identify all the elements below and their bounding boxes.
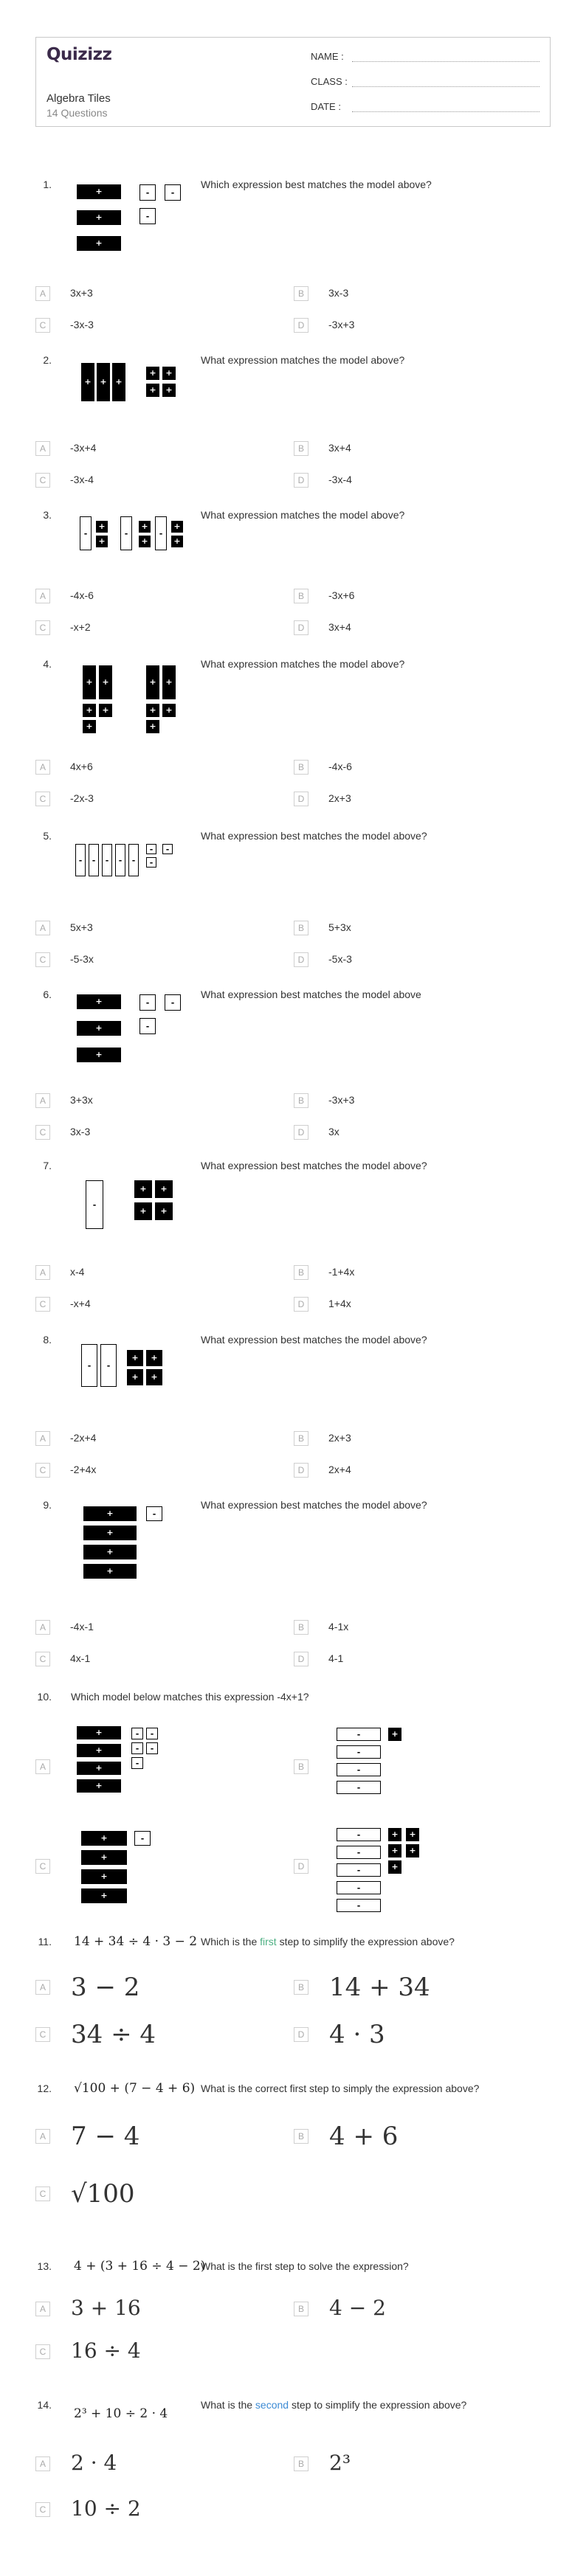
positive-tile: + <box>96 521 108 533</box>
negative-tile: - <box>337 1881 381 1894</box>
positive-tile: + <box>81 1831 127 1846</box>
answer-option-b[interactable] <box>294 2451 515 2479</box>
option-value: -3x+3 <box>328 1094 355 1106</box>
option-letter: D <box>294 1297 308 1312</box>
answer-option-c[interactable] <box>35 473 257 495</box>
positive-tile: + <box>77 1021 121 1036</box>
answer-option-a[interactable] <box>35 1759 50 1774</box>
math-expression: 2³ + 10 ÷ 2 · 4 <box>74 2406 168 2421</box>
option-value: -3x-4 <box>328 474 352 485</box>
question-number: 1. <box>43 179 52 190</box>
question-text-part: Which is the <box>201 1936 261 1947</box>
question-text-highlight: second <box>255 2399 289 2411</box>
positive-tile: + <box>146 384 159 397</box>
option-letter: B <box>294 2302 308 2316</box>
answer-option-c[interactable] <box>35 2496 257 2524</box>
option-value: -2+4x <box>70 1464 97 1475</box>
name-field[interactable]: NAME : <box>311 51 540 62</box>
answer-option-c[interactable] <box>35 1125 257 1147</box>
math-expression: 4 + (3 + 16 ÷ 4 − 2) <box>74 2259 206 2274</box>
answer-option-a[interactable] <box>35 1620 257 1642</box>
answer-option-d[interactable] <box>294 318 515 340</box>
option-letter: A <box>35 286 50 301</box>
option-value: 3 − 2 <box>71 1973 140 2002</box>
positive-tile: + <box>146 1350 162 1366</box>
answer-option-b[interactable] <box>294 1093 515 1115</box>
question-number: 2. <box>43 354 52 366</box>
option-value: -5x-3 <box>328 953 352 965</box>
positive-tile: + <box>77 1048 121 1062</box>
positive-tile: + <box>171 536 183 547</box>
option-value: 3+3x <box>70 1094 93 1106</box>
answer-option-d[interactable] <box>294 2020 515 2049</box>
option-letter: A <box>35 441 50 456</box>
positive-tile: + <box>155 1202 173 1220</box>
option-value: 3x-3 <box>70 1126 91 1138</box>
positive-tile: + <box>77 1779 121 1793</box>
option-letter: B <box>294 1980 308 1995</box>
question-text: What expression matches the model above? <box>201 354 405 366</box>
answer-option-d[interactable] <box>294 473 515 495</box>
positive-tile: + <box>81 1888 127 1903</box>
negative-tile: - <box>131 1728 143 1739</box>
answer-option-d[interactable] <box>294 1463 515 1485</box>
option-value: -3x+3 <box>328 319 355 330</box>
positive-tile: + <box>139 536 151 547</box>
answer-option-c[interactable] <box>35 1463 257 1485</box>
date-field[interactable]: DATE : <box>311 101 540 112</box>
answer-option-b[interactable] <box>294 1265 515 1287</box>
option-value: √100 <box>71 2179 135 2209</box>
question-text: What expression best matches the model above? <box>201 1334 427 1346</box>
question-number: 10. <box>37 1691 52 1703</box>
option-value: 2³ <box>329 2451 351 2475</box>
option-value: -x+2 <box>70 621 91 633</box>
option-value: -3x+6 <box>328 589 355 601</box>
negative-tile: - <box>337 1728 381 1741</box>
positive-tile: + <box>388 1860 401 1874</box>
negative-x-tile: - <box>155 516 167 550</box>
option-letter: C <box>35 473 50 488</box>
option-value: 1+4x <box>328 1298 351 1309</box>
question-text: What expression best matches the model above? <box>201 830 427 842</box>
positive-x-tile: + <box>146 665 159 699</box>
positive-tile: + <box>171 521 183 533</box>
positive-x-tile: + <box>112 363 125 401</box>
answer-option-d[interactable] <box>294 952 515 974</box>
option-letter: A <box>35 1620 50 1635</box>
option-value: -3x+4 <box>70 442 97 454</box>
option-letter: C <box>35 952 50 967</box>
positive-tile: + <box>162 704 176 717</box>
positive-tile: + <box>388 1844 401 1857</box>
option-letter: C <box>35 1297 50 1312</box>
question-number: 13. <box>37 2260 52 2272</box>
answer-option-c[interactable] <box>35 1297 257 1319</box>
positive-tile: + <box>146 704 159 717</box>
question-text-part: What is the <box>201 2399 255 2411</box>
answer-option-b[interactable] <box>294 760 515 782</box>
negative-tile: - <box>131 1742 143 1754</box>
positive-tile: + <box>406 1828 419 1841</box>
answer-option-a[interactable] <box>35 589 257 611</box>
answer-option-b[interactable] <box>294 1620 515 1642</box>
positive-tile: + <box>77 1726 121 1739</box>
option-letter: B <box>294 921 308 935</box>
answer-option-d[interactable] <box>294 1652 515 1674</box>
positive-tile: + <box>406 1844 419 1857</box>
worksheet-header <box>35 37 551 127</box>
negative-tile: - <box>162 844 173 854</box>
option-letter: B <box>294 1620 308 1635</box>
option-letter: D <box>294 318 308 333</box>
option-value: 2x+4 <box>328 1464 351 1475</box>
option-letter: C <box>35 1125 50 1140</box>
negative-tile: - <box>165 184 181 201</box>
question-text: Which model below matches this expression -4x+1? <box>71 1691 309 1703</box>
question-number: 9. <box>43 1499 52 1511</box>
option-letter: C <box>35 2344 50 2359</box>
answer-option-a[interactable] <box>35 2451 257 2479</box>
question-text: Which expression best matches the model above? <box>201 179 432 190</box>
positive-tile: + <box>77 1762 121 1775</box>
option-letter: B <box>294 1093 308 1108</box>
positive-tile: + <box>146 720 159 733</box>
option-letter: D <box>294 473 308 488</box>
option-letter: D <box>294 1859 308 1874</box>
option-value: 4 · 3 <box>329 2020 385 2049</box>
option-letter: D <box>294 2027 308 2042</box>
answer-option-a[interactable] <box>35 1093 257 1115</box>
answer-option-a[interactable] <box>35 1265 257 1287</box>
question-text: What expression best matches the model above <box>201 988 421 1000</box>
positive-tile: + <box>388 1828 401 1841</box>
quizizz-logo: Quizizz <box>46 45 112 64</box>
answer-option-c[interactable] <box>35 1652 257 1674</box>
question-text-highlight: first <box>260 1936 277 1947</box>
option-value: 4 − 2 <box>329 2296 386 2320</box>
option-letter: C <box>35 2187 50 2201</box>
option-value: 5+3x <box>328 921 351 933</box>
negative-tile: - <box>146 1742 158 1754</box>
answer-option-d[interactable] <box>294 620 515 643</box>
option-value: -1+4x <box>328 1266 355 1278</box>
option-value: -4x-6 <box>70 589 94 601</box>
option-value: -x+4 <box>70 1298 91 1309</box>
option-letter: D <box>294 792 308 806</box>
positive-tile: + <box>134 1202 152 1220</box>
option-value: 2 · 4 <box>71 2451 117 2475</box>
negative-x-tile: - <box>115 844 125 876</box>
option-value: 10 ÷ 2 <box>71 2496 141 2521</box>
positive-tile: + <box>77 184 121 199</box>
positive-tile: + <box>162 367 176 380</box>
option-letter: B <box>294 2129 308 2144</box>
negative-tile: - <box>139 184 156 201</box>
answer-option-b[interactable] <box>294 2122 515 2151</box>
positive-tile: + <box>81 1850 127 1865</box>
question-number: 4. <box>43 658 52 670</box>
option-value: -2x+4 <box>70 1432 97 1444</box>
negative-tile: - <box>337 1863 381 1877</box>
option-letter: C <box>35 2027 50 2042</box>
class-field[interactable]: CLASS : <box>311 76 540 87</box>
question-number: 7. <box>43 1160 52 1171</box>
negative-x-tile: - <box>75 844 86 876</box>
answer-option-b[interactable] <box>294 921 515 943</box>
option-letter: C <box>35 2502 50 2517</box>
option-value: 4-1x <box>328 1621 349 1632</box>
answer-option-a[interactable] <box>35 1973 257 2002</box>
option-value: 3x+4 <box>328 621 351 633</box>
option-letter: C <box>35 1652 50 1666</box>
positive-tile: + <box>77 236 121 251</box>
negative-tile: - <box>146 1506 162 1521</box>
option-value: 3x <box>328 1126 339 1138</box>
negative-tile: - <box>139 994 156 1011</box>
option-letter: A <box>35 1265 50 1280</box>
positive-tile: + <box>146 1369 162 1385</box>
positive-tile: + <box>83 1506 137 1521</box>
positive-tile: + <box>83 720 96 733</box>
positive-x-tile: + <box>97 363 110 401</box>
option-value: -3x-4 <box>70 474 94 485</box>
question-text <box>201 1936 455 1947</box>
option-value: -4x-6 <box>328 761 352 772</box>
answer-option-c[interactable] <box>35 1859 50 1874</box>
option-letter: A <box>35 1093 50 1108</box>
option-letter: B <box>294 589 308 603</box>
positive-tile: + <box>96 536 108 547</box>
answer-option-b[interactable] <box>294 1759 308 1774</box>
answer-option-d[interactable] <box>294 792 515 814</box>
option-letter: C <box>35 1463 50 1478</box>
answer-option-c[interactable] <box>35 318 257 340</box>
negative-x-tile: - <box>89 844 99 876</box>
option-value: 3x+4 <box>328 442 351 454</box>
question-number: 11. <box>38 1936 52 1947</box>
question-text: What expression matches the model above? <box>201 509 405 521</box>
option-value: 5x+3 <box>70 921 93 933</box>
answer-option-b[interactable] <box>294 1431 515 1453</box>
option-letter: C <box>35 1859 50 1874</box>
answer-option-c[interactable] <box>35 952 257 974</box>
positive-tile: + <box>99 704 112 717</box>
answer-option-a[interactable] <box>35 2122 257 2151</box>
answer-option-c[interactable] <box>35 2020 257 2049</box>
option-letter: B <box>294 1265 308 1280</box>
option-letter: B <box>294 1759 308 1774</box>
option-value: 3x+3 <box>70 287 93 299</box>
negative-tile: - <box>337 1781 381 1794</box>
positive-x-tile: + <box>83 665 96 699</box>
option-letter: A <box>35 1431 50 1446</box>
negative-tile: - <box>139 208 156 224</box>
option-letter: D <box>294 1125 308 1140</box>
positive-tile: + <box>83 1545 137 1559</box>
option-value: 14 + 34 <box>329 1973 430 2002</box>
answer-option-d[interactable] <box>294 1859 308 1874</box>
option-letter: A <box>35 760 50 775</box>
question-number: 6. <box>43 988 52 1000</box>
option-letter: A <box>35 1980 50 1995</box>
option-value: 2x+3 <box>328 1432 351 1444</box>
option-letter: A <box>35 589 50 603</box>
negative-x-tile: - <box>100 1344 117 1387</box>
answer-option-b[interactable] <box>294 441 515 463</box>
answer-option-c[interactable] <box>35 2338 257 2366</box>
question-number: 14. <box>37 2399 52 2411</box>
question-count: 14 Questions <box>46 107 108 119</box>
answer-option-a[interactable] <box>35 441 257 463</box>
positive-tile: + <box>83 704 96 717</box>
option-value: -3x-3 <box>70 319 94 330</box>
positive-tile: + <box>139 521 151 533</box>
negative-tile: - <box>337 1745 381 1759</box>
option-letter: B <box>294 1431 308 1446</box>
option-value: 16 ÷ 4 <box>71 2338 141 2363</box>
negative-tile: - <box>337 1828 381 1841</box>
question-text <box>201 2399 466 2411</box>
answer-option-b[interactable] <box>294 286 515 308</box>
negative-x-tile: - <box>86 1180 103 1229</box>
option-value: -4x-1 <box>70 1621 94 1632</box>
negative-tile: - <box>337 1846 381 1859</box>
negative-x-tile: - <box>80 516 92 550</box>
question-text: What expression best matches the model above? <box>201 1499 427 1511</box>
negative-tile: - <box>146 1728 158 1739</box>
option-letter: A <box>35 1759 50 1774</box>
option-value: 4x+6 <box>70 761 93 772</box>
answer-option-a[interactable] <box>35 760 257 782</box>
option-letter: B <box>294 286 308 301</box>
positive-x-tile: + <box>162 665 176 699</box>
positive-tile: + <box>155 1180 173 1198</box>
worksheet-title: Algebra Tiles <box>46 92 111 105</box>
positive-tile: + <box>77 1744 121 1757</box>
option-letter: C <box>35 792 50 806</box>
question-number: 3. <box>43 509 52 521</box>
negative-tile: - <box>337 1763 381 1776</box>
question-text-part: step to simplify the expression above? <box>276 1936 455 1947</box>
answer-option-a[interactable] <box>35 2296 257 2324</box>
negative-x-tile: - <box>128 844 139 876</box>
answer-option-c[interactable] <box>35 2179 257 2209</box>
option-letter: D <box>294 1463 308 1478</box>
option-letter: C <box>35 318 50 333</box>
option-letter: C <box>35 620 50 635</box>
question-text: What expression matches the model above? <box>201 658 405 670</box>
negative-x-tile: - <box>102 844 112 876</box>
option-letter: A <box>35 2302 50 2316</box>
positive-tile: + <box>146 367 159 380</box>
positive-tile: + <box>83 1526 137 1540</box>
positive-tile: + <box>162 384 176 397</box>
math-expression: 14 + 34 ÷ 4 · 3 − 2 <box>74 1934 198 1949</box>
option-letter: D <box>294 952 308 967</box>
option-letter: D <box>294 1652 308 1666</box>
question-number: 8. <box>43 1334 52 1346</box>
option-value: -2x-3 <box>70 792 94 804</box>
option-value: 2x+3 <box>328 792 351 804</box>
question-text-part: step to simplify the expression above? <box>289 2399 467 2411</box>
negative-x-tile: - <box>81 1344 97 1387</box>
answer-option-d[interactable] <box>294 1125 515 1147</box>
answer-option-b[interactable] <box>294 1973 515 2002</box>
positive-tile: + <box>388 1728 401 1741</box>
negative-tile: - <box>146 844 156 854</box>
question-text: What is the correct first step to simply the expression above? <box>201 2082 480 2094</box>
question-number: 5. <box>43 830 52 842</box>
option-value: 4x-1 <box>70 1652 91 1664</box>
negative-x-tile: - <box>120 516 132 550</box>
option-letter: B <box>294 760 308 775</box>
question-number: 12. <box>37 2082 52 2094</box>
answer-option-c[interactable] <box>35 620 257 643</box>
positive-tile: + <box>127 1369 143 1385</box>
option-value: 4 + 6 <box>329 2122 399 2151</box>
math-expression: √100 + (7 − 4 + 6) <box>74 2081 196 2096</box>
negative-tile: - <box>139 1018 156 1034</box>
positive-x-tile: + <box>81 363 94 401</box>
answer-option-b[interactable] <box>294 589 515 611</box>
option-value: 4-1 <box>328 1652 344 1664</box>
option-value: x-4 <box>70 1266 85 1278</box>
option-value: -5-3x <box>70 953 94 965</box>
answer-option-b[interactable] <box>294 2296 515 2324</box>
option-value: 7 − 4 <box>71 2122 140 2151</box>
positive-tile: + <box>83 1564 137 1579</box>
negative-tile: - <box>337 1899 381 1912</box>
negative-tile: - <box>134 1831 151 1846</box>
positive-tile: + <box>127 1350 143 1366</box>
answer-option-a[interactable] <box>35 921 257 943</box>
positive-tile: + <box>77 210 121 225</box>
option-value: 3 + 16 <box>71 2296 141 2320</box>
answer-option-c[interactable] <box>35 792 257 814</box>
option-letter: B <box>294 2456 308 2471</box>
option-letter: D <box>294 620 308 635</box>
answer-option-a[interactable] <box>35 286 257 308</box>
negative-tile: - <box>165 994 181 1011</box>
positive-tile: + <box>77 994 121 1009</box>
option-letter: B <box>294 441 308 456</box>
answer-option-d[interactable] <box>294 1297 515 1319</box>
option-letter: A <box>35 2456 50 2471</box>
negative-tile: - <box>131 1757 143 1769</box>
question-text: What expression best matches the model above? <box>201 1160 427 1171</box>
option-letter: A <box>35 921 50 935</box>
question-text: What is the first step to solve the expression? <box>201 2260 409 2272</box>
negative-tile: - <box>146 857 156 868</box>
option-value: 3x-3 <box>328 287 349 299</box>
answer-option-a[interactable] <box>35 1431 257 1453</box>
positive-tile: + <box>134 1180 152 1198</box>
option-letter: A <box>35 2129 50 2144</box>
positive-tile: + <box>81 1869 127 1884</box>
option-value: 34 ÷ 4 <box>71 2020 156 2049</box>
positive-x-tile: + <box>99 665 112 699</box>
